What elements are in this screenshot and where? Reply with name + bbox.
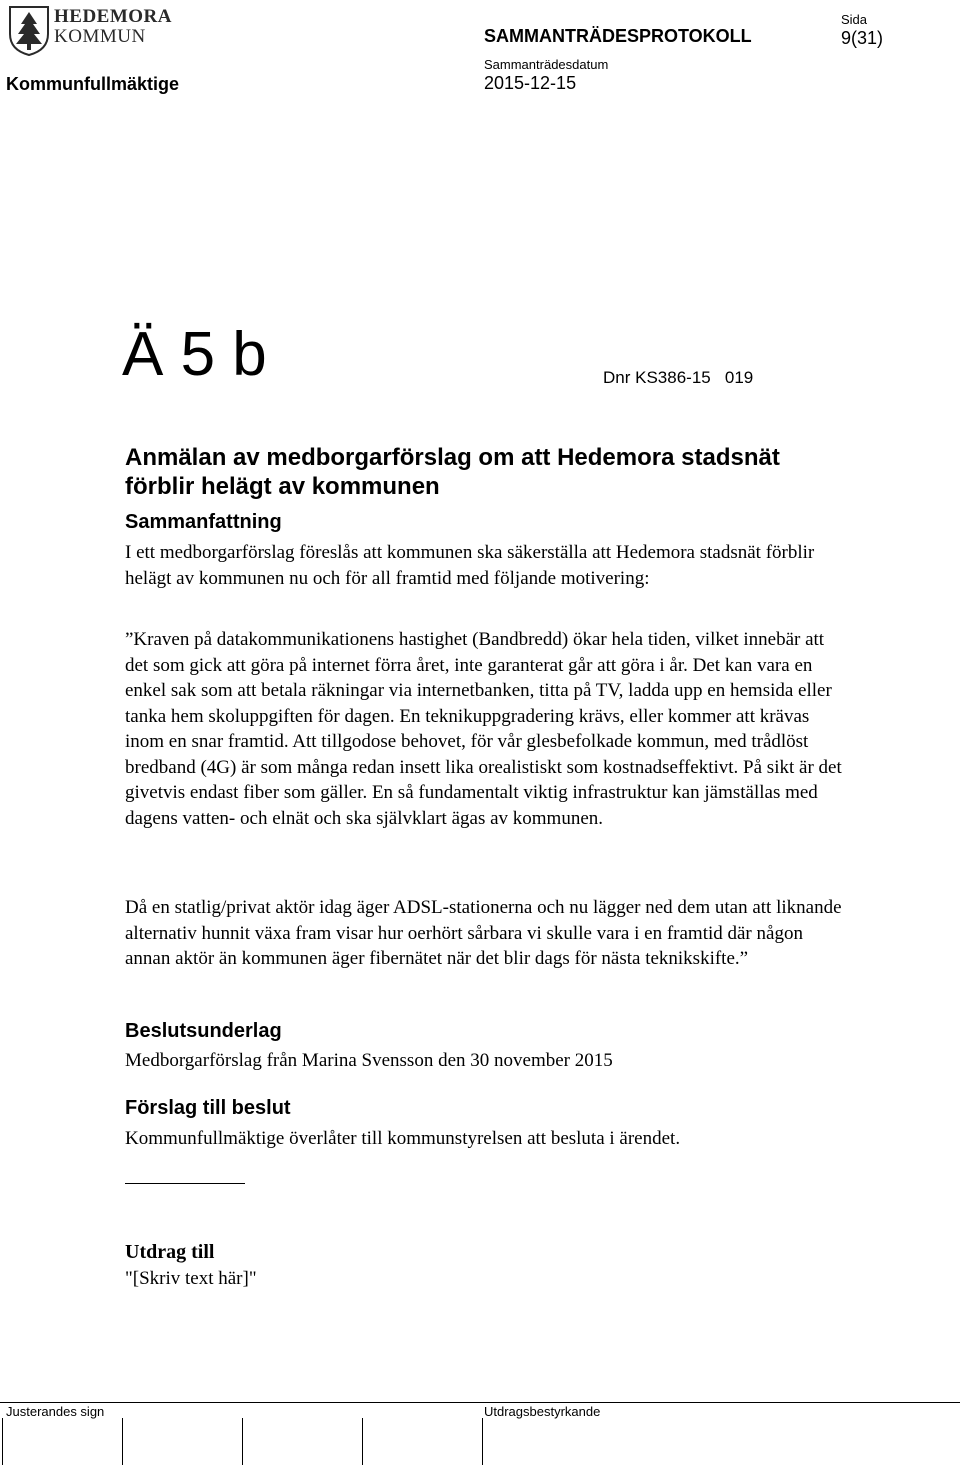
page-number: 9(31) — [841, 28, 884, 48]
summary-text: I ett medborgarförslag föreslås att kommunen ska säkerställa att Hedemora stadsnät förblir helägt av kommunen nu och för all framtid med följande motivering: — [125, 542, 815, 589]
date-label: Sammanträdesdatum — [484, 57, 609, 72]
extract-text: "[Skriv text här]" — [125, 1268, 257, 1289]
basis-text: Medborgarförslag från Marina Svensson den 30 november 2015 — [125, 1050, 613, 1071]
footer-divider — [0, 1402, 960, 1403]
page-label: Sida — [841, 12, 868, 27]
section-divider — [125, 1183, 245, 1184]
logo-text-line2: KOMMUN — [54, 26, 146, 47]
proposal-heading: Förslag till beslut — [125, 1097, 291, 1119]
date-value: 2015-12-15 — [484, 73, 577, 93]
page-title: Anmälan av medborgarförslag om att Hedemora stadsnät förblir helägt av kommunen — [125, 444, 780, 500]
signature-box-divider — [362, 1418, 363, 1465]
signature-box-divider — [242, 1418, 243, 1465]
signature-box-divider — [122, 1418, 123, 1465]
quote-paragraph-1: ”Kraven på datakommunikationens hastighet (Bandbredd) ökar hela tiden, vilket innebär att det som gick att göra på internet förra året, inte garanterat går att göra i år. Det kan vara en enkel sak som att betala räkningar via internetbanken, titta på TV, ladda upp en hemsida eller tanka hem skoluppgiften för dagen. En teknikuppgradering krävs, eller kommer att krävas inom en snar framtid. Att tillgodose behovet, för vår glesbefolkade kommun, med trådlöst bredband (4G) är som många redan insett lika orealistiskt som kostnadseffektivt. På sikt är det givetvis endast fiber som gäller. En så fundamentalt viktig infrastruktur kan jämställas med dagens vatten- och elnät och ska självklart ägas av kommunen. — [125, 629, 842, 829]
footer-certification-label: Utdragsbestyrkande — [484, 1404, 601, 1419]
signature-box-divider — [2, 1418, 3, 1465]
coat-of-arms-icon — [10, 7, 48, 55]
signature-box-divider — [482, 1418, 483, 1465]
footer-signature-label: Justerandes sign — [6, 1404, 105, 1419]
section-id: Ä 5 b — [122, 320, 267, 389]
logo-text-line1: HEDEMORA — [54, 6, 172, 27]
quote-paragraph-2: Då en statlig/privat aktör idag äger ADSL-stationerna och nu lägger ned dem utan att liknande alternativ hunnit växa fram visar hur oerhört sårbara vi skulle vara i en framtid där någon annan aktör än kommunen äger fibernätet när det blir dags för nästa teknikskifte.” — [125, 897, 842, 969]
extract-heading: Utdrag till — [125, 1241, 215, 1263]
document-type: SAMMANTRÄDESPROTOKOLL — [484, 26, 752, 46]
summary-heading: Sammanfattning — [125, 511, 282, 533]
proposal-text: Kommunfullmäktige överlåter till kommunstyrelsen att besluta i ärendet. — [125, 1128, 681, 1149]
body-name: Kommunfullmäktige — [6, 74, 180, 94]
basis-heading: Beslutsunderlag — [125, 1020, 282, 1042]
diary-number: Dnr KS386-15 019 — [603, 368, 754, 387]
